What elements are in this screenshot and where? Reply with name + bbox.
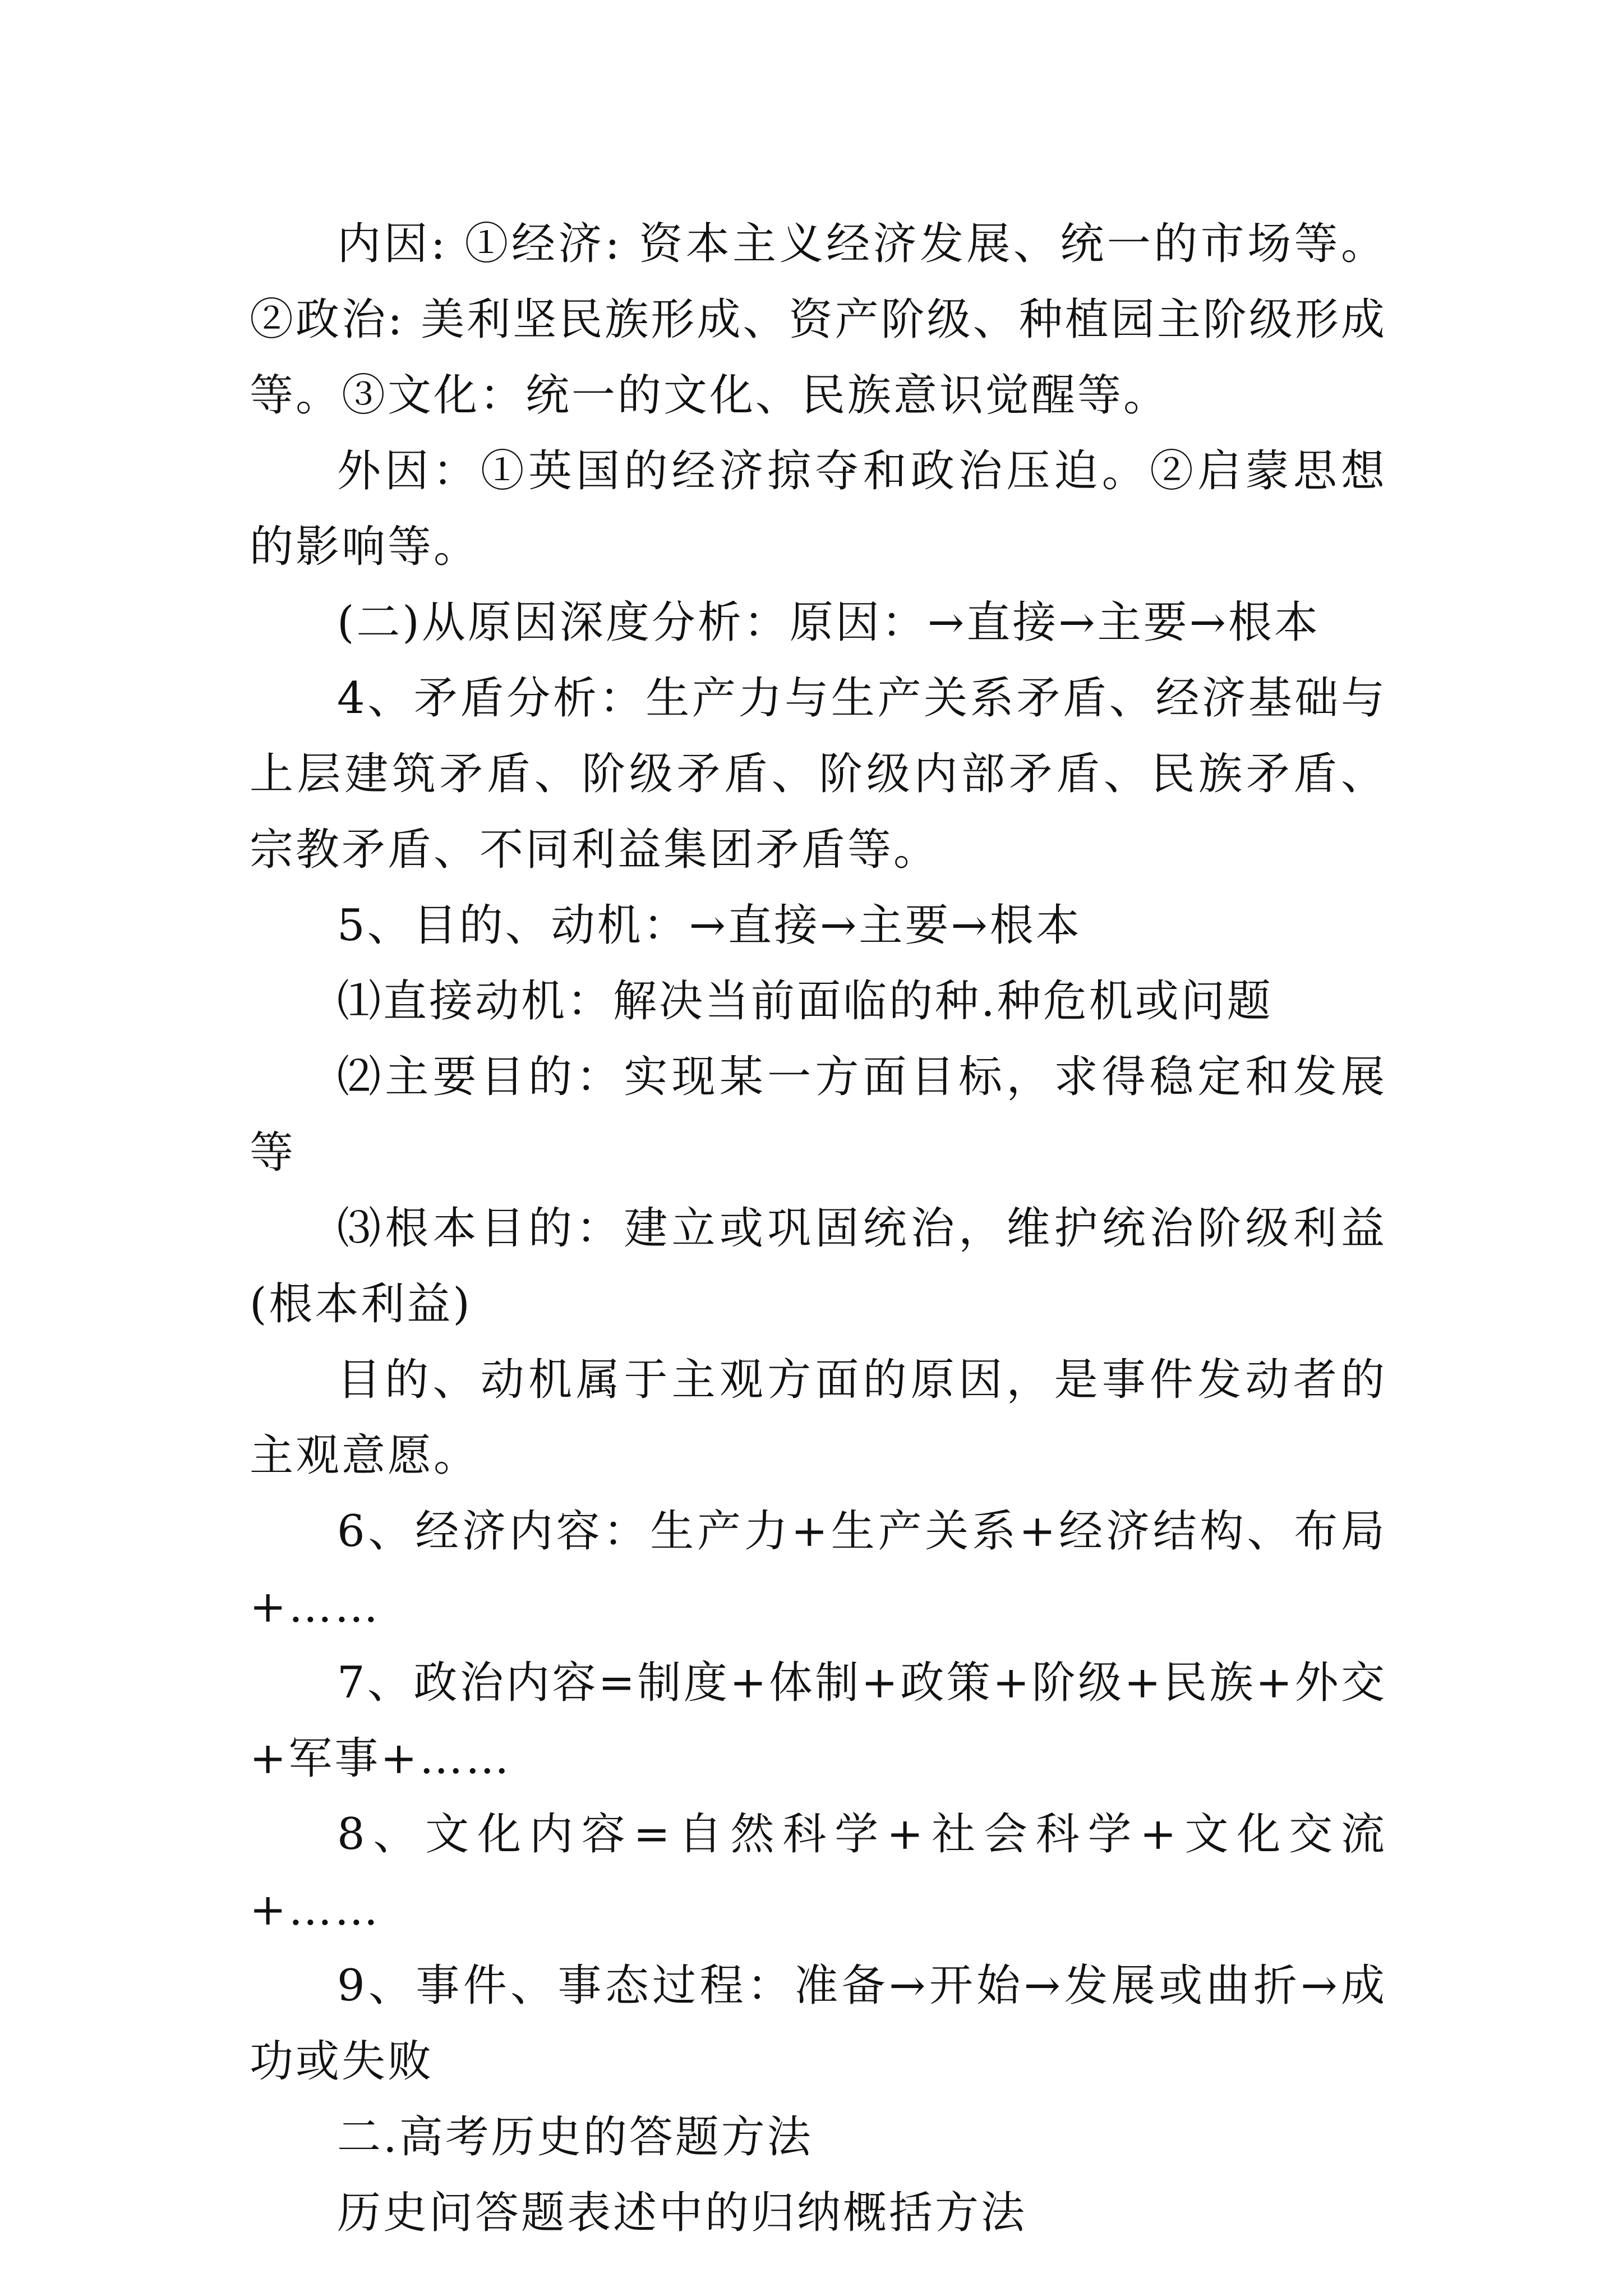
paragraph-internal-causes: 内因: ①经济: 资本主义经济发展、统一的市场等。②政治: 美利坚民族形成、资产阶级、种植园主阶级形成等。③文化：统一的文化、民族意识觉醒等。 — [250, 219, 1387, 421]
paragraph-cultural-content: 8、文化内容=自然科学+社会科学+文化交流+…… — [250, 1809, 1387, 1935]
paragraph-main-purpose: ⑵主要目的：实现某一方面目标，求得稳定和发展等 — [250, 1052, 1387, 1178]
paragraph-direct-motive: ⑴直接动机：解决当前面临的种.种危机或问题 — [337, 976, 1273, 1027]
paragraph-cause-depth: (二)从原因深度分析：原因：→直接→主要→根本 — [337, 597, 1320, 648]
paragraph-political-content: 7、政治内容=制度+体制+政策+阶级+民族+外交+军事+…… — [250, 1658, 1387, 1784]
paragraph-purpose-motive: 5、目的、动机：→直接→主要→根本 — [337, 900, 1082, 951]
paragraph-economic-content: 6、经济内容：生产力+生产关系+经济结构、布局+…… — [250, 1506, 1387, 1632]
section-heading-answer-methods: 二.高考历史的答题方法 — [337, 2112, 813, 2162]
body-text — [250, 206, 1387, 2251]
paragraph-event-process: 9、事件、事态过程：准备→开始→发展或曲折→成功或失败 — [250, 1961, 1387, 2087]
paragraph-fundamental-purpose: ⑶根本目的：建立或巩固统治，维护统治阶级利益(根本利益) — [250, 1203, 1387, 1329]
paragraph-summary-methods: 历史问答题表述中的归纳概括方法 — [337, 2188, 1027, 2238]
paragraph-contradiction-analysis: 4、矛盾分析：生产力与生产关系矛盾、经济基础与上层建筑矛盾、阶级矛盾、阶级内部矛盾、民族矛盾、宗教矛盾、不同利益集团矛盾等。 — [250, 673, 1387, 875]
paragraph-subjective-causes: 目的、动机属于主观方面的原因，是事件发动者的主观意愿。 — [250, 1355, 1387, 1481]
paragraph-external-causes: 外因：①英国的经济掠夺和政治压迫。②启蒙思想的影响等。 — [250, 446, 1387, 572]
